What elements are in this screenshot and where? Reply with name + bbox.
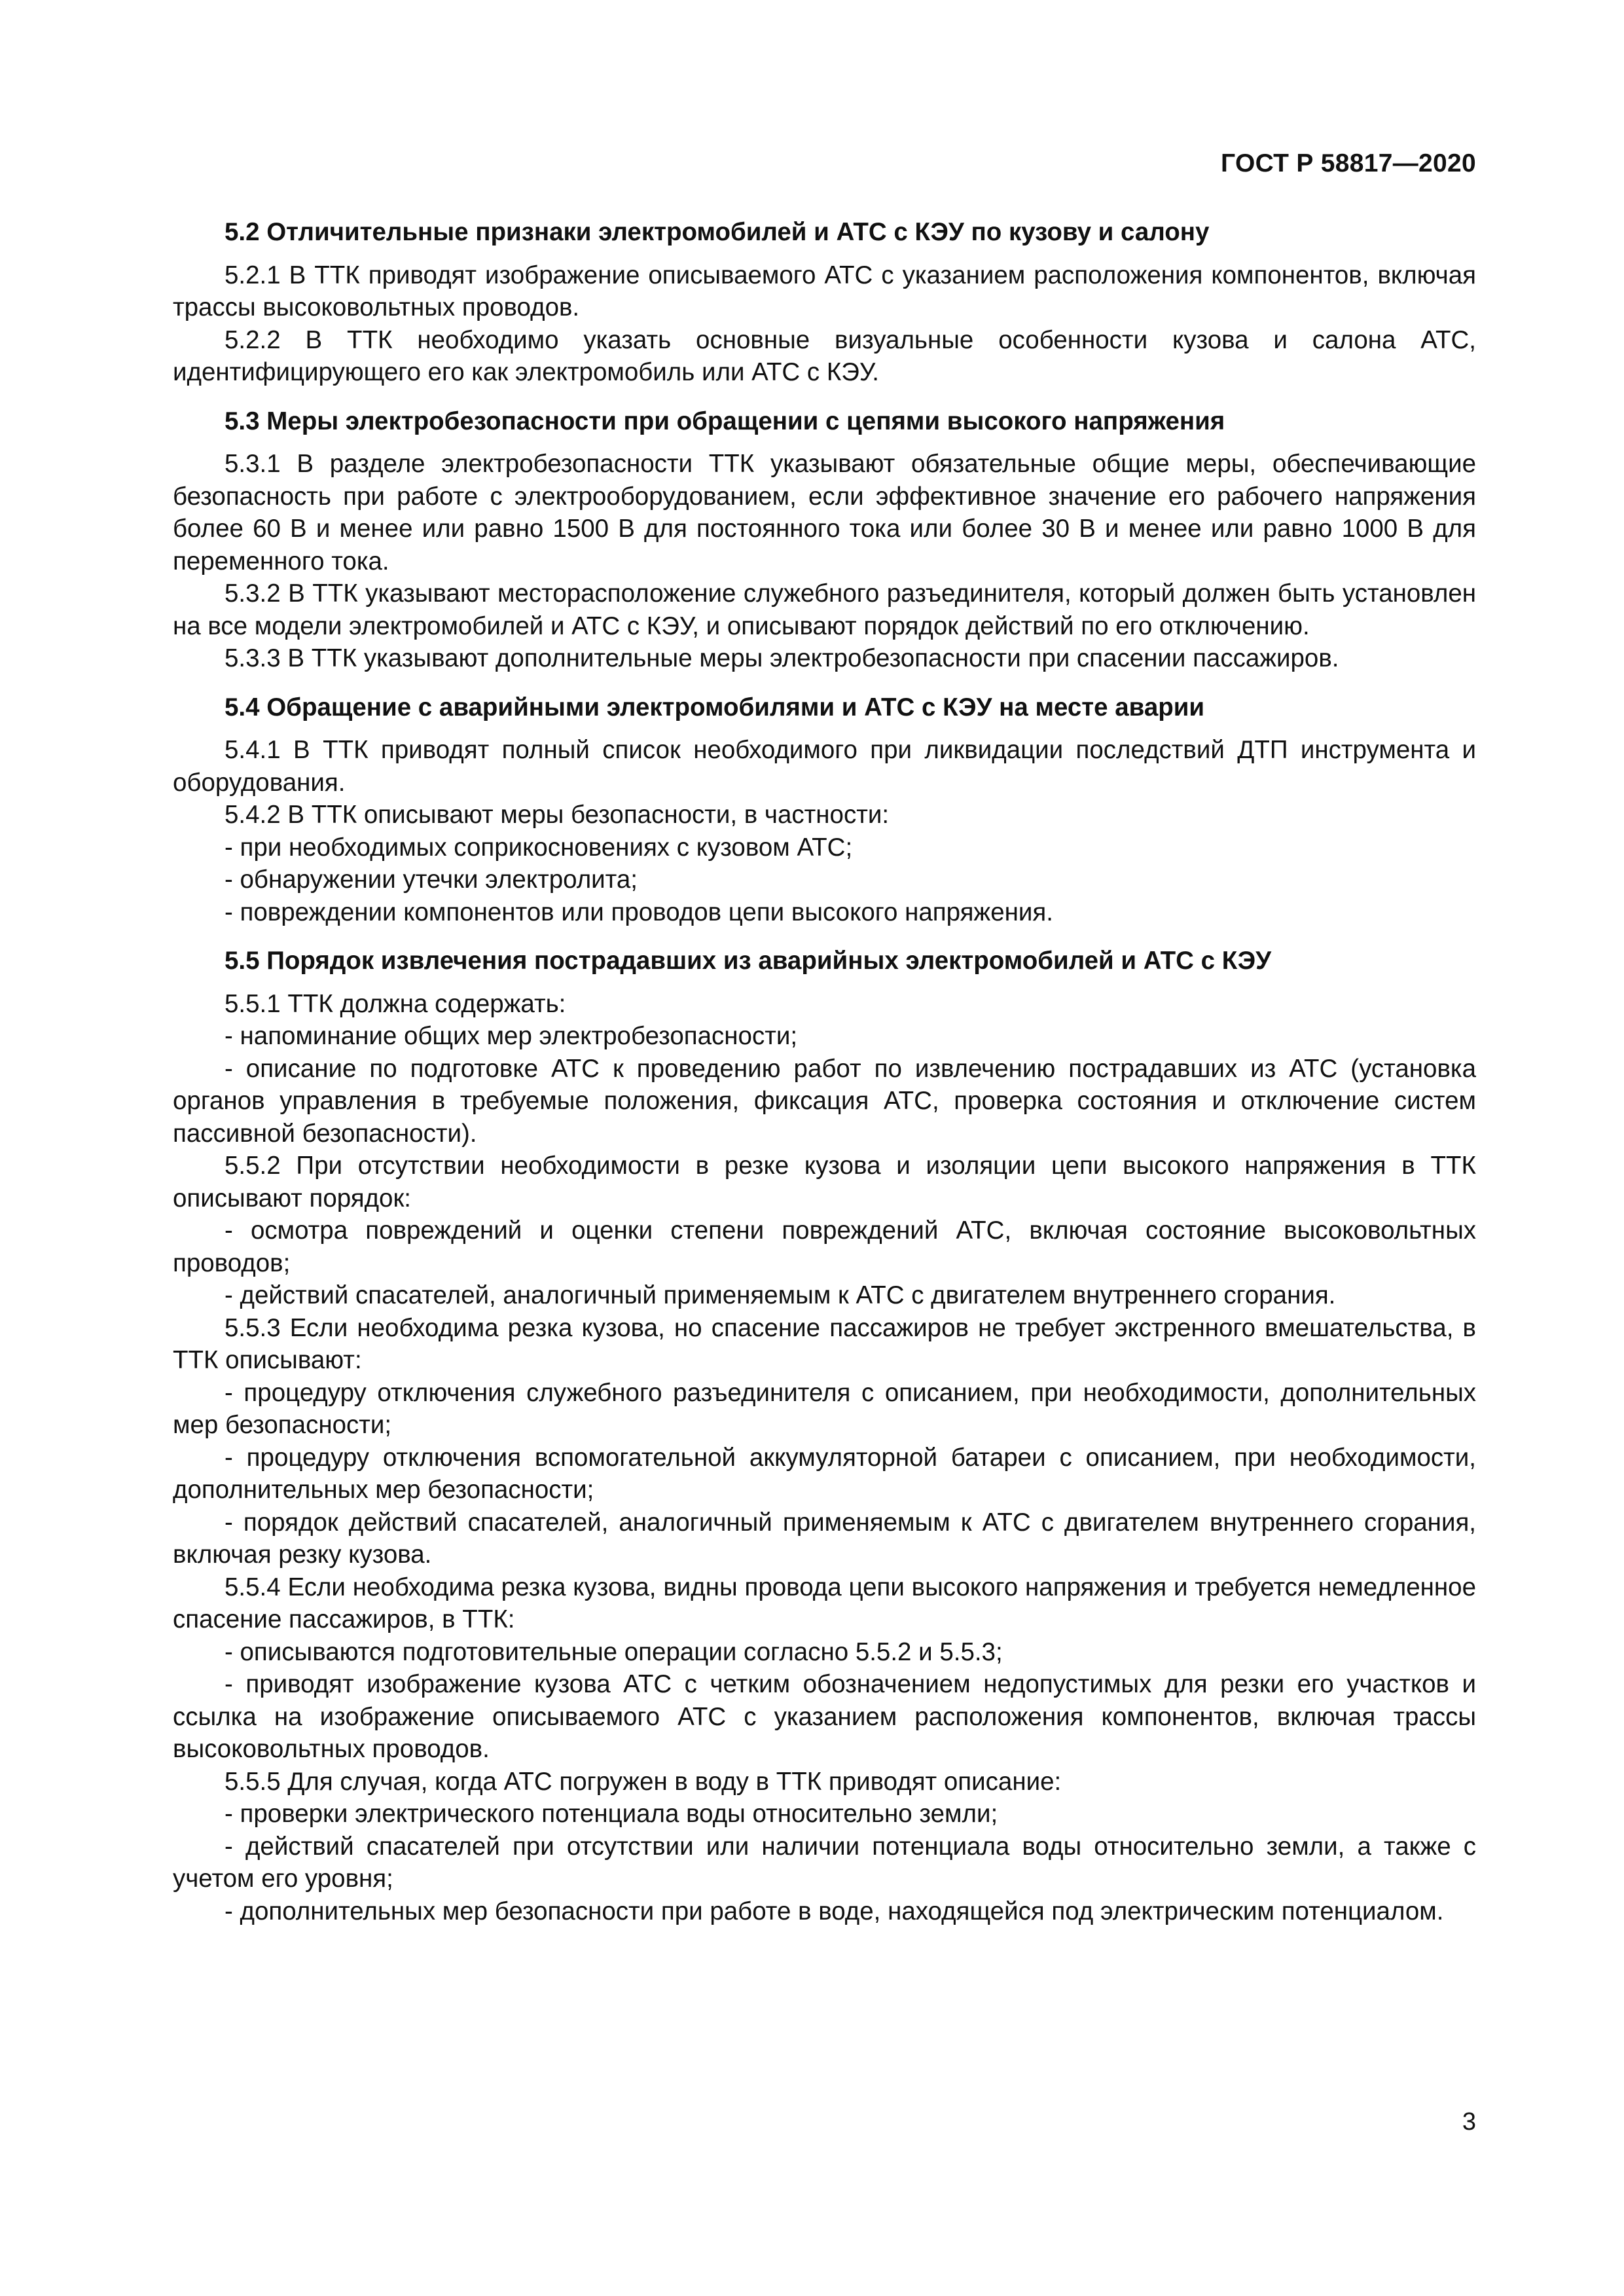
- paragraph-5-2-1: 5.2.1 В ТТК приводят изображение описываемого АТС с указанием расположения компонентов, включая трассы высоковольтных проводов.: [173, 261, 1476, 321]
- list-item-5-5-1-b: - описание по подготовке АТС к проведению работ по извлечению пострадавших из АТС (установка органов управления в требуемые положения, фиксация АТС, проверка состояния и отключение систем пассивной безопасности).: [173, 1054, 1476, 1148]
- list-item-5-5-5-b: - действий спасателей при отсутствии или наличии потенциала воды относительно земли, а также с учетом его уровня;: [173, 1832, 1476, 1893]
- paragraph-5-5-1: 5.5.1 ТТК должна содержать:: [225, 989, 566, 1018]
- section-5-5-title: 5.5 Порядок извлечения пострадавших из аварийных электромобилей и АТС с КЭУ: [225, 947, 1272, 975]
- section-5-3-title: 5.3 Меры электробезопасности при обращении с цепями высокого напряжения: [225, 407, 1225, 435]
- page-number: 3: [1462, 2108, 1476, 2136]
- paragraph-5-3-2: 5.3.2 В ТТК указывают месторасположение служебного разъединителя, который должен быть установлен на все модели электромобилей и АТС с КЭУ, и описывают порядок действий по его отключению.: [173, 579, 1476, 640]
- list-item-5-5-3-c: - порядок действий спасателей, аналогичный применяемым к АТС с двигателем внутреннего сгорания, включая резку кузова.: [173, 1508, 1476, 1569]
- document-body: [173, 216, 1476, 1927]
- paragraph-5-4-2: 5.4.2 В ТТК описывают меры безопасности, в частности:: [225, 801, 890, 829]
- list-item-5-5-3-a: - процедуру отключения служебного разъединителя с описанием, при необходимости, дополнительных мер безопасности;: [173, 1378, 1476, 1439]
- list-item-5-5-5-c: - дополнительных мер безопасности при работе в воде, находящейся под электрическим потенциалом.: [225, 1897, 1444, 1925]
- paragraph-5-3-1: 5.3.1 В разделе электробезопасности ТТК указывают обязательные общие меры, обеспечивающие безопасность при работе с электрооборудованием, если эффективное значение его рабочего напряжения более 60 В и менее или равно 1500 В для постоянного тока или более 30 В и менее или равно 1000 В для переменного тока.: [173, 450, 1476, 575]
- list-item-5-5-1-a: - напоминание общих мер электробезопасности;: [225, 1022, 798, 1050]
- list-item-5-4-2-c: - повреждении компонентов или проводов цепи высокого напряжения.: [225, 898, 1053, 926]
- list-item-5-5-2-a: - осмотра повреждений и оценки степени повреждений АТС, включая состояние высоковольтных проводов;: [173, 1216, 1476, 1277]
- paragraph-5-5-2: 5.5.2 При отсутствии необходимости в резке кузова и изоляции цепи высокого напряжения в ТТК описывают порядок:: [173, 1152, 1476, 1212]
- list-item-5-5-4-a: - описываются подготовительные операции согласно 5.5.2 и 5.5.3;: [225, 1637, 1003, 1666]
- paragraph-5-5-5: 5.5.5 Для случая, когда АТС погружен в воду в ТТК приводят описание:: [225, 1767, 1062, 1796]
- document-code-header: ГОСТ Р 58817—2020: [1221, 149, 1476, 177]
- list-item-5-4-2-b: - обнаружении утечки электролита;: [225, 866, 638, 894]
- paragraph-5-4-1: 5.4.1 В ТТК приводят полный список необходимого при ликвидации последствий ДТП инструмента и оборудования.: [173, 736, 1476, 797]
- paragraph-5-5-3: 5.5.3 Если необходима резка кузова, но спасение пассажиров не требует экстренного вмешательства, в ТТК описывают:: [173, 1313, 1476, 1374]
- section-5-4-title: 5.4 Обращение с аварийными электромобилями и АТС с КЭУ на месте аварии: [225, 693, 1205, 721]
- paragraph-5-2-2: 5.2.2 В ТТК необходимо указать основные визуальные особенности кузова и салона АТС, идентифицирующего его как электромобиль или АТС с КЭУ.: [173, 325, 1476, 386]
- list-item-5-5-3-b: - процедуру отключения вспомогательной аккумуляторной батареи с описанием, при необходимости, дополнительных мер безопасности;: [173, 1443, 1476, 1504]
- list-item-5-4-2-a: - при необходимых соприкосновениях с кузовом АТС;: [225, 833, 853, 862]
- list-item-5-5-2-b: - действий спасателей, аналогичный применяемым к АТС с двигателем внутреннего сгорания.: [225, 1281, 1336, 1309]
- list-item-5-5-5-a: - проверки электрического потенциала воды относительно земли;: [225, 1800, 998, 1828]
- section-5-2-title: 5.2 Отличительные признаки электромобилей и АТС с КЭУ по кузову и салону: [225, 218, 1210, 246]
- list-item-5-5-4-b: - приводят изображение кузова АТС с четким обозначением недопустимых для резки его участков и ссылка на изображение описываемого АТС с указанием расположения компонентов, включая трассы высоковольтных проводов.: [173, 1670, 1476, 1763]
- paragraph-5-3-3: 5.3.3 В ТТК указывают дополнительные меры электробезопасности при спасении пассажиров.: [225, 644, 1339, 672]
- paragraph-5-5-4: 5.5.4 Если необходима резка кузова, видны провода цепи высокого напряжения и требуется немедленное спасение пассажиров, в ТТК:: [173, 1573, 1476, 1633]
